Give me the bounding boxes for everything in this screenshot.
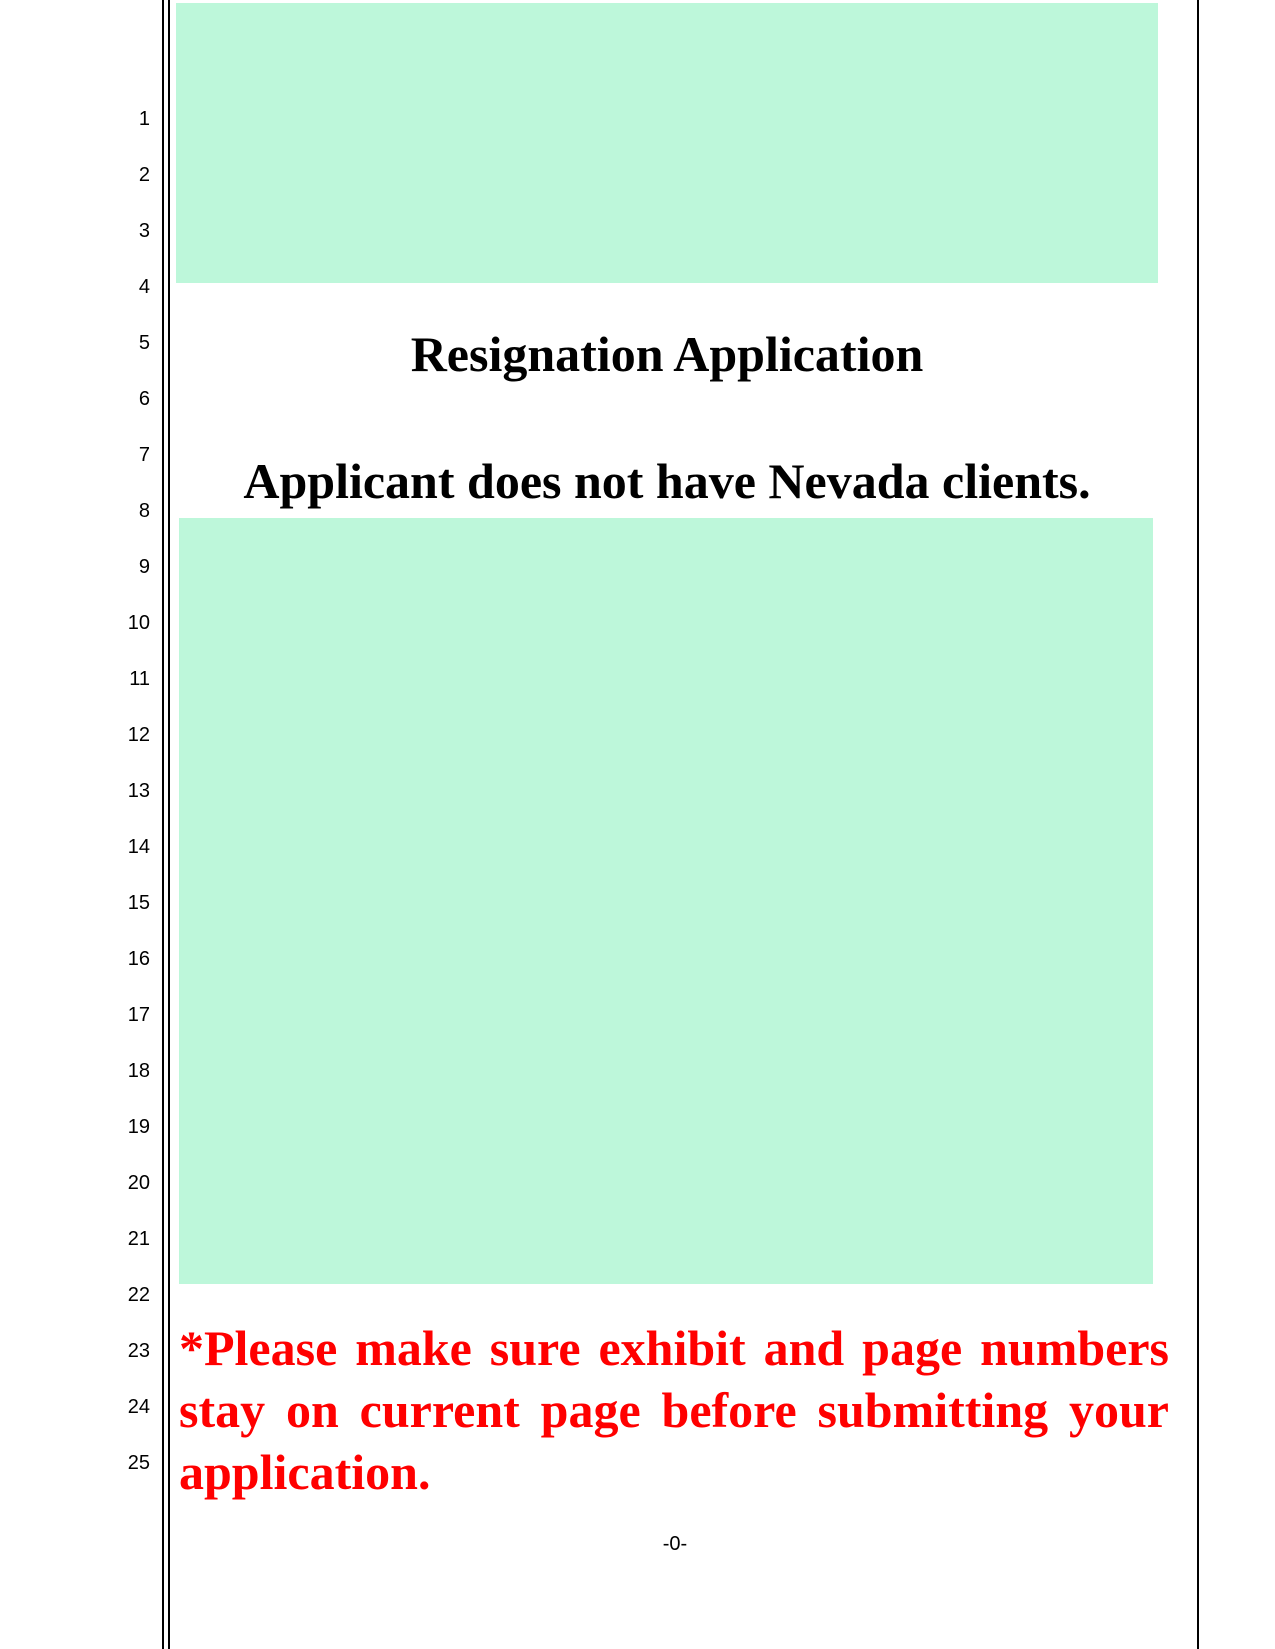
line-number: 16 [127, 948, 150, 970]
document-subtitle: Applicant does not have Nevada clients. [243, 453, 1091, 509]
caption-form-field[interactable] [176, 3, 1158, 283]
line-number: 24 [127, 1396, 150, 1418]
line-number: 9 [138, 556, 150, 578]
document-title: Resignation Application [410, 326, 924, 382]
line-number: 20 [127, 1172, 150, 1194]
line-number: 3 [138, 220, 150, 242]
margin-rule-left-inner [168, 0, 170, 1649]
line-number: 21 [127, 1228, 150, 1250]
line-number: 22 [127, 1284, 150, 1306]
line-number-column [0, 0, 150, 1649]
line-number: 15 [127, 892, 150, 914]
margin-rule-left-outer [162, 0, 164, 1649]
line-number: 25 [127, 1452, 150, 1474]
line-number: 11 [129, 668, 150, 690]
line-number: 8 [138, 500, 150, 522]
line-number: 7 [138, 444, 150, 466]
line-number: 4 [138, 276, 150, 298]
line-number: 10 [127, 612, 150, 634]
line-number: 6 [138, 388, 150, 410]
margin-rule-right [1197, 0, 1199, 1649]
line-number: 23 [127, 1340, 150, 1362]
line-number: 14 [127, 836, 150, 858]
line-number: 18 [127, 1060, 150, 1082]
line-number: 12 [127, 724, 150, 746]
line-number: 1 [138, 108, 150, 130]
line-number: 2 [138, 164, 150, 186]
page-number: -0- [662, 1533, 688, 1555]
submission-notice: *Please make sure exhibit and page numbers stay on current page before submitting your application. [179, 1320, 1169, 1500]
line-number: 5 [138, 332, 150, 354]
line-number: 13 [127, 780, 150, 802]
body-form-field[interactable] [179, 518, 1153, 1284]
line-number: 19 [127, 1116, 150, 1138]
line-number: 17 [127, 1004, 150, 1026]
